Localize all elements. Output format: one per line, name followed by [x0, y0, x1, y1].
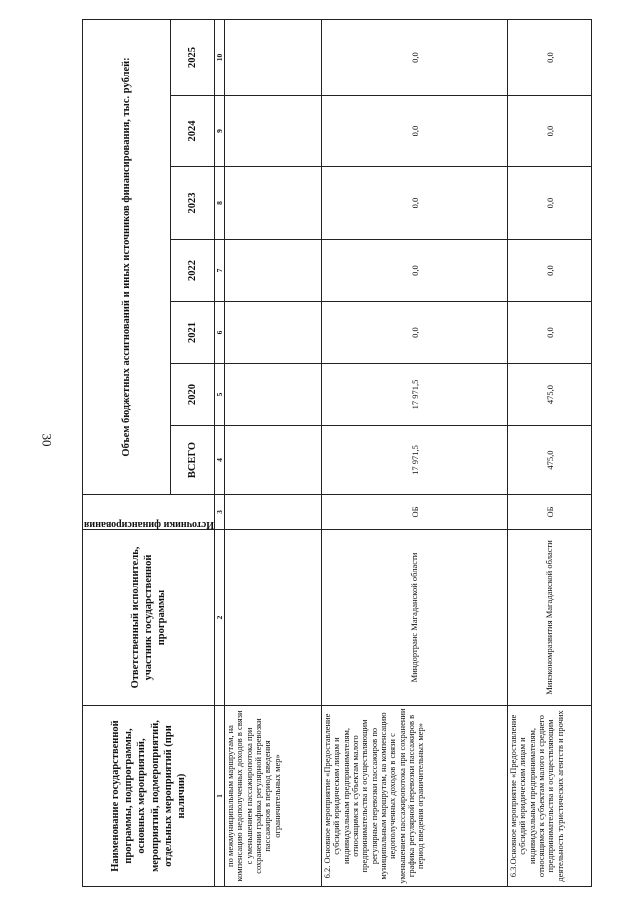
col-number: 3	[215, 495, 225, 530]
row-value	[225, 302, 322, 364]
header-year-total: ВСЕГО	[171, 426, 215, 495]
header-year-2025: 2025	[171, 19, 215, 95]
row-value: 475,0	[508, 426, 592, 495]
header-name: Наименование государственной программы, подпрограммы, основных мероприятий, мероприятий, подмероприятий, отдельных мероприятий (при наличии)	[83, 706, 215, 887]
row-value: 0,0	[322, 167, 508, 240]
row-source: ОБ	[508, 495, 592, 530]
col-number: 2	[215, 530, 225, 706]
table-row	[225, 19, 322, 886]
row-value: 0,0	[322, 96, 508, 167]
col-number: 6	[215, 302, 225, 364]
header-source-cell	[83, 495, 215, 530]
row-source	[225, 495, 322, 530]
row-value: 0,0	[508, 19, 592, 95]
row-name: 6.3.Основное мероприятие «Предоставление субсидий юридическим лицам и индивидуальным предпринимателям, относящимся к субъектам малого и среднего предпринимательства и осуществляющим деятельность туристических агентств и прочих	[508, 706, 592, 887]
col-number: 7	[215, 240, 225, 302]
row-value: 0,0	[508, 302, 592, 364]
row-value	[225, 240, 322, 302]
row-value: 17 971,5	[322, 364, 508, 426]
row-name: по межмуниципальным маршрутам, на компенсацию недополученных доходов в связи с уменьшением пассажиропотока при сохранении графика регулярной перевозки пассажиров в период введения ограничительных мер»	[225, 706, 322, 887]
header-year-2020: 2020	[171, 364, 215, 426]
row-value: 0,0	[508, 240, 592, 302]
row-source: ОБ	[322, 495, 508, 530]
col-number: 4	[215, 426, 225, 495]
row-value	[225, 167, 322, 240]
row-value: 0,0	[508, 96, 592, 167]
row-value: 0,0	[508, 167, 592, 240]
col-number: 5	[215, 364, 225, 426]
row-value: 0,0	[322, 240, 508, 302]
header-year-2022: 2022	[171, 240, 215, 302]
row-value	[225, 96, 322, 167]
col-number: 1	[215, 706, 225, 887]
row-responsible: Миндортранс Магаданской области	[322, 530, 508, 706]
row-value: 475,0	[508, 364, 592, 426]
header-responsible: Ответственный исполнитель, участник государственной программы	[83, 530, 215, 706]
header-funding: Объем бюджетных ассигнований и иных источников финансирования, тыс. рублей:	[83, 19, 171, 494]
header-year-2023: 2023	[171, 167, 215, 240]
row-value: 0,0	[322, 19, 508, 95]
col-number: 8	[215, 167, 225, 240]
row-value: 0,0	[322, 302, 508, 364]
table-row	[508, 19, 592, 886]
table-row	[322, 19, 508, 886]
row-value	[225, 19, 322, 95]
row-value: 17 971,5	[322, 426, 508, 495]
column-number-row	[215, 19, 225, 886]
row-responsible	[225, 530, 322, 706]
header-source: Источники финансирования	[83, 519, 214, 530]
row-value	[225, 364, 322, 426]
header-year-2021: 2021	[171, 302, 215, 364]
rotated-table-wrapper	[82, 20, 590, 887]
header-year-2024: 2024	[171, 96, 215, 167]
col-number: 10	[215, 19, 225, 95]
row-value	[225, 426, 322, 495]
row-responsible: Минэкономразвития Магаданской области	[508, 530, 592, 706]
row-name: 6.2. Основное мероприятие «Предоставление субсидий юридическим лицам и индивидуальным предпринимателям, относящимся к субъектам малого предпринимательства и осуществляющим регулярные перевозки пассажиров по муниципальным маршрутам, на компенсацию недополученных доходов в связи с уменьшением пассажиропотока при сохранении графика регулярной перевозки пассажиров в период введения ограничительных мер»	[322, 706, 508, 887]
page-number: 30	[39, 433, 55, 447]
col-number: 9	[215, 96, 225, 167]
funding-table	[82, 19, 592, 887]
